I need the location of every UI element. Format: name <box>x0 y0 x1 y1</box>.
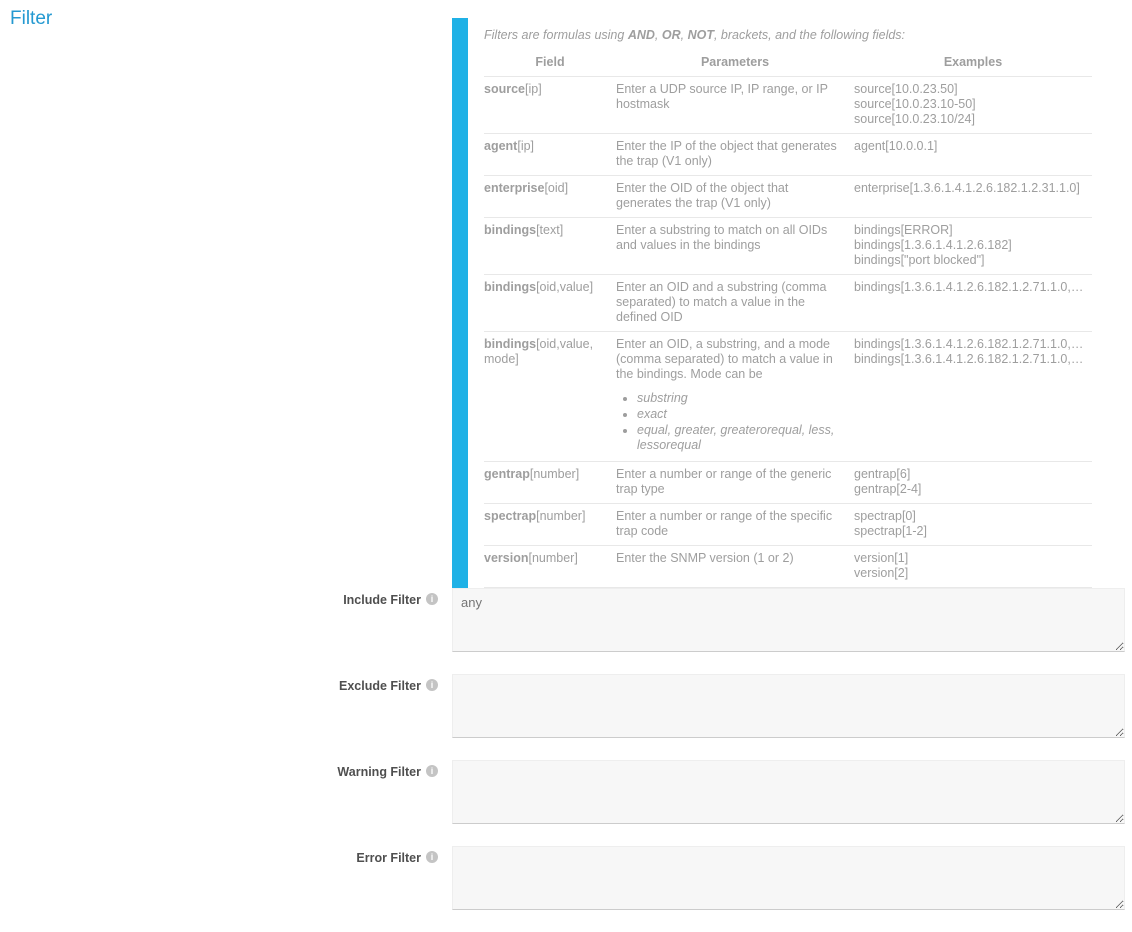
field-suffix: [ip] <box>525 82 542 96</box>
example-line: bindings["port blocked"] <box>854 253 985 267</box>
error-filter-label-cell <box>0 846 438 865</box>
column-header-field: Field <box>484 52 616 77</box>
field-cell <box>484 176 616 218</box>
mode-options-list <box>616 391 840 453</box>
exclude-filter-label: Exclude Filter <box>339 679 421 693</box>
example-line: bindings[1.3.6.1.4.1.2.6.182.1.2.71.1.0,… <box>854 352 1084 366</box>
filter-form <box>0 588 1132 932</box>
warning-filter-textarea[interactable] <box>452 760 1125 824</box>
parameters-cell <box>616 134 854 176</box>
form-row <box>0 846 1132 910</box>
field-cell <box>484 504 616 546</box>
exclude-filter-label-cell <box>0 674 438 693</box>
examples-list <box>854 509 1092 539</box>
form-row <box>0 588 1132 652</box>
table-row <box>484 462 1092 504</box>
examples-list <box>854 467 1092 497</box>
parameters-cell <box>616 332 854 462</box>
field-cell <box>484 218 616 275</box>
column-header-parameters: Parameters <box>616 52 854 77</box>
field-suffix: [text] <box>536 223 564 237</box>
form-row <box>0 674 1132 738</box>
example-line: bindings[1.3.6.1.4.1.2.6.182.1.2.71.1.0,… <box>854 337 1084 351</box>
field-cell <box>484 134 616 176</box>
example-line: version[1] <box>854 551 909 565</box>
parameters-cell <box>616 176 854 218</box>
table-row <box>484 332 1092 462</box>
parameters-cell <box>616 77 854 134</box>
examples-cell <box>854 504 1092 546</box>
examples-list <box>854 82 1092 127</box>
example-line: gentrap[2-4] <box>854 482 922 496</box>
warning-filter-label-cell <box>0 760 438 779</box>
examples-cell <box>854 218 1092 275</box>
form-row <box>0 760 1132 824</box>
field-name: source <box>484 82 525 96</box>
parameters-cell <box>616 275 854 332</box>
examples-list <box>854 181 1092 196</box>
examples-list <box>854 280 1092 295</box>
example-line: agent[10.0.0.1] <box>854 139 938 153</box>
example-line: spectrap[0] <box>854 509 916 523</box>
examples-cell <box>854 462 1092 504</box>
table-row <box>484 504 1092 546</box>
table-row <box>484 275 1092 332</box>
mode-option: • exact <box>637 407 840 422</box>
examples-list <box>854 223 1092 268</box>
warning-filter-info-icon[interactable]: i <box>426 765 438 777</box>
examples-cell <box>854 275 1092 332</box>
parameters-text: Enter a number or range of the specific trap code <box>616 509 833 538</box>
example-line: enterprise[1.3.6.1.4.1.2.6.182.1.2.31.1.0] <box>854 181 1080 195</box>
field-name: bindings <box>484 280 537 294</box>
examples-cell <box>854 176 1092 218</box>
table-row <box>484 176 1092 218</box>
field-cell <box>484 462 616 504</box>
parameters-text: Enter a number or range of the generic trap type <box>616 467 832 496</box>
table-row <box>484 546 1092 588</box>
field-suffix: [ip] <box>517 139 535 153</box>
field-name: enterprise <box>484 181 545 195</box>
example-line: source[10.0.23.10-50] <box>854 97 976 111</box>
field-name: bindings <box>484 223 537 237</box>
filter-fields-table <box>484 52 1092 630</box>
examples-list <box>854 337 1092 367</box>
examples-list <box>854 551 1092 581</box>
parameters-text: Enter an OID, a substring, and a mode (comma separated) to match a value in the bindings. Mode can be <box>616 337 833 381</box>
example-line: spectrap[1-2] <box>854 524 927 538</box>
include-filter-label-cell <box>0 588 438 607</box>
parameters-text: Enter the IP of the object that generates the trap (V1 only) <box>616 139 837 168</box>
error-filter-textarea[interactable] <box>452 846 1125 910</box>
error-filter-info-icon[interactable]: i <box>426 851 438 863</box>
field-suffix: [number] <box>536 509 586 523</box>
examples-cell <box>854 134 1092 176</box>
field-cell <box>484 275 616 332</box>
include-filter-info-icon[interactable]: i <box>426 593 438 605</box>
example-line: source[10.0.23.10/24] <box>854 112 975 126</box>
field-name: spectrap <box>484 509 537 523</box>
help-intro-text: Filters are formulas using AND, OR, NOT, brackets, and the following fields: <box>484 28 906 42</box>
examples-cell <box>854 546 1092 588</box>
example-line: bindings[1.3.6.1.4.1.2.6.182.1.2.71.1.0,… <box>854 280 1084 294</box>
examples-cell <box>854 332 1092 462</box>
filter-help-panel <box>452 18 1092 642</box>
field-name: agent <box>484 139 518 153</box>
examples-list <box>854 139 1092 154</box>
table-row <box>484 77 1092 134</box>
error-filter-label: Error Filter <box>356 851 421 865</box>
example-line: gentrap[6] <box>854 467 911 481</box>
parameters-text: Enter a substring to match on all OIDs and values in the bindings <box>616 223 828 252</box>
table-header-row <box>484 52 1092 77</box>
include-filter-textarea[interactable] <box>452 588 1125 652</box>
parameters-text: Enter a UDP source IP, IP range, or IP hostmask <box>616 82 828 111</box>
field-suffix: [oid] <box>544 181 569 195</box>
field-cell <box>484 77 616 134</box>
field-suffix: [oid,value, mode] <box>484 337 594 366</box>
parameters-cell <box>616 218 854 275</box>
include-filter-label: Include Filter <box>343 593 421 607</box>
exclude-filter-textarea[interactable] <box>452 674 1125 738</box>
example-line: source[10.0.23.50] <box>854 82 958 96</box>
field-suffix: [oid,value] <box>536 280 594 294</box>
mode-option: • equal, greater, greaterorequal, less, lessorequal <box>637 423 840 453</box>
examples-cell <box>854 77 1092 134</box>
table-row <box>484 218 1092 275</box>
example-line: version[2] <box>854 566 909 580</box>
parameters-text: Enter the OID of the object that generates the trap (V1 only) <box>616 181 789 210</box>
parameters-cell <box>616 462 854 504</box>
field-suffix: [number] <box>529 467 580 481</box>
example-line: bindings[1.3.6.1.4.1.2.6.182] <box>854 238 1012 252</box>
field-name: bindings <box>484 337 537 351</box>
help-table-body <box>484 77 1092 630</box>
field-name: version <box>484 551 529 565</box>
parameters-text: Enter an OID and a substring (comma separated) to match a value in the defined OID <box>616 280 827 324</box>
example-line: bindings[ERROR] <box>854 223 953 237</box>
exclude-filter-info-icon[interactable]: i <box>426 679 438 691</box>
page-title: Filter <box>10 8 53 29</box>
field-suffix: [number] <box>528 551 578 565</box>
mode-option: • substring <box>637 391 840 406</box>
field-cell <box>484 546 616 588</box>
field-cell <box>484 332 616 462</box>
parameters-cell <box>616 504 854 546</box>
help-accent-bar <box>452 18 468 642</box>
warning-filter-label: Warning Filter <box>337 765 421 779</box>
help-content <box>468 18 1092 642</box>
field-name: gentrap <box>484 467 530 481</box>
column-header-examples: Examples <box>854 52 1092 77</box>
table-row <box>484 134 1092 176</box>
parameters-text: Enter the SNMP version (1 or 2) <box>616 551 794 565</box>
parameters-cell <box>616 546 854 588</box>
